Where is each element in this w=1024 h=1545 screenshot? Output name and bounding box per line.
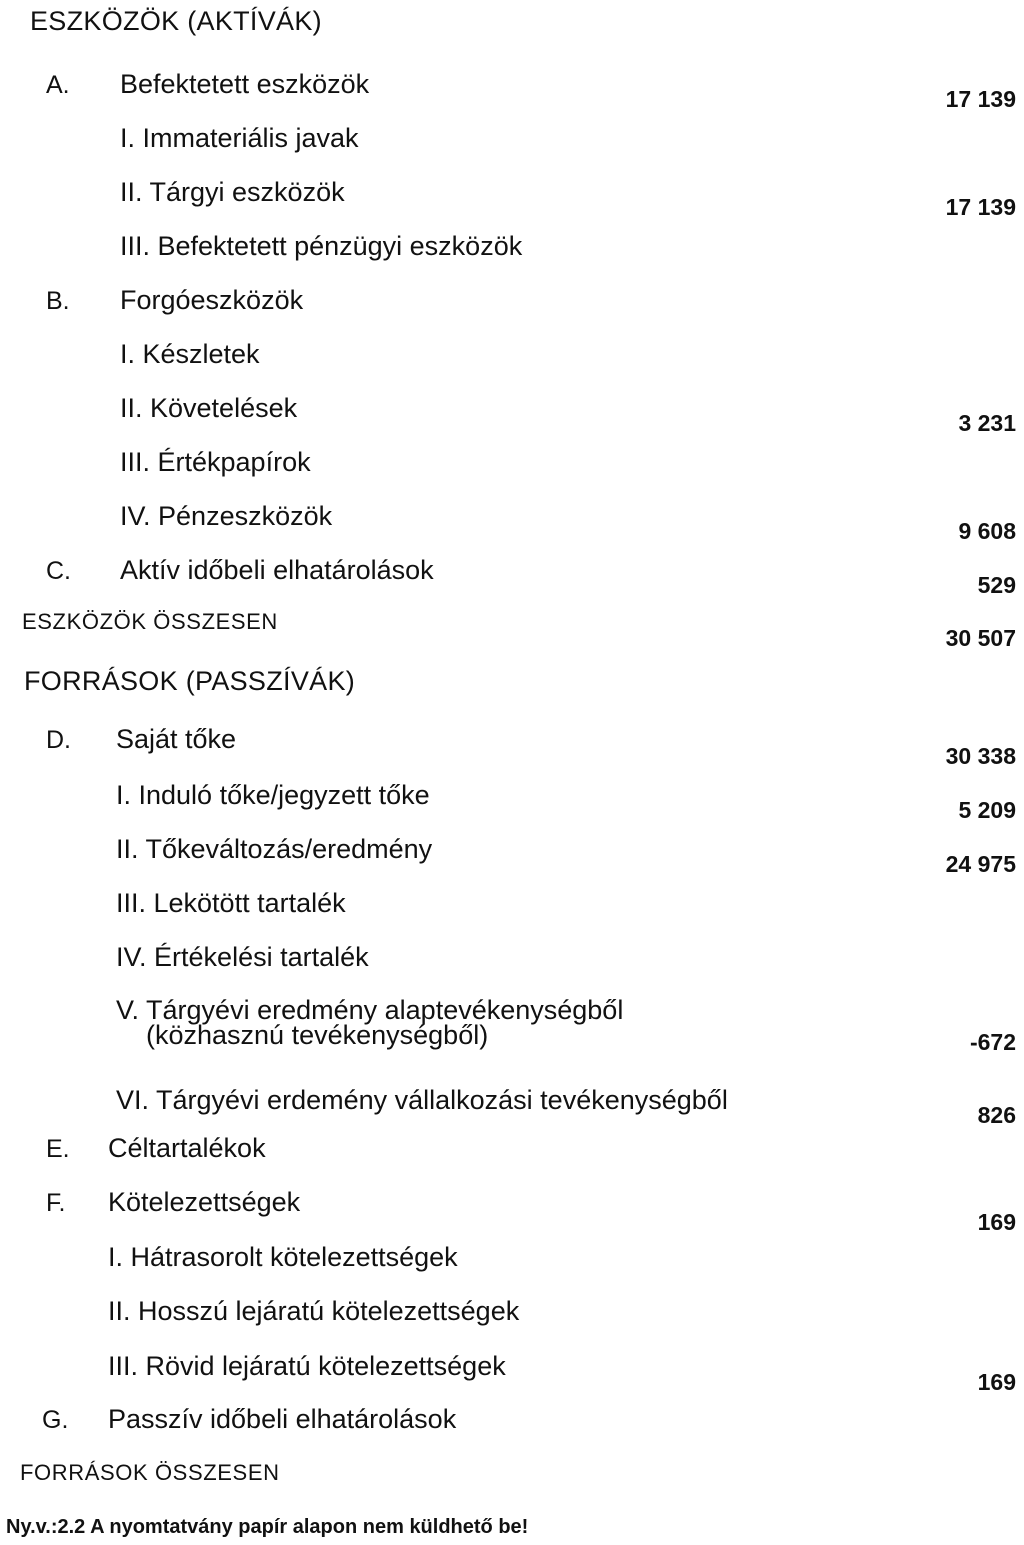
footer-note: Ny.v.:2.2 A nyomtatvány papír alapon nem küldhető be!: [6, 1516, 529, 1538]
row-d-label: Saját tőke: [116, 724, 237, 754]
row-a-label: Befektetett eszközök: [120, 69, 370, 99]
row-e-label: Céltartalékok: [108, 1133, 266, 1163]
row-d6-value: 826: [977, 1102, 1016, 1128]
row-f-label: Kötelezettségek: [108, 1187, 301, 1217]
row-a2-label: II. Tárgyi eszközök: [120, 177, 345, 207]
assets-total-label: ESZKÖZÖK ÖSSZESEN: [22, 609, 278, 634]
row-f1-label: I. Hátrasorolt kötelezettségek: [108, 1242, 458, 1272]
row-b2-label: II. Követelések: [120, 393, 298, 423]
row-f3-value: 169: [977, 1369, 1016, 1395]
row-a3-label: III. Befektetett pénzügyi eszközök: [120, 231, 523, 261]
row-d3-label: III. Lekötött tartalék: [116, 888, 346, 918]
row-d5-value: -672: [969, 1029, 1016, 1055]
row-g-label: Passzív időbeli elhatárolások: [108, 1404, 457, 1434]
row-a-letter: A.: [46, 71, 70, 99]
row-b-label: Forgóeszközök: [120, 285, 304, 315]
row-a-value: 17 139: [945, 86, 1016, 112]
row-c-letter: C.: [46, 557, 71, 585]
row-d2-label: II. Tőkeváltozás/eredmény: [116, 834, 433, 864]
row-d-letter: D.: [46, 726, 71, 754]
assets-total-value: 30 507: [945, 625, 1016, 651]
row-d-value: 30 338: [945, 743, 1016, 769]
row-b1-label: I. Készletek: [120, 339, 260, 369]
liabilities-total-label: FORRÁSOK ÖSSZESEN: [20, 1460, 280, 1485]
row-a1-label: I. Immateriális javak: [120, 123, 359, 153]
row-f3-label: III. Rövid lejáratú kötelezettségek: [108, 1351, 506, 1381]
row-d5-label-line1: V. Tárgyévi eredmény alaptevékenységből: [116, 995, 624, 1025]
row-a2-value: 17 139: [945, 194, 1016, 220]
assets-heading: ESZKÖZÖK (AKTÍVÁK): [30, 6, 322, 36]
row-d1-label: I. Induló tőke/jegyzett tőke: [116, 780, 430, 810]
row-c-label: Aktív időbeli elhatárolások: [120, 555, 434, 585]
row-b-letter: B.: [46, 287, 70, 315]
row-f-value: 169: [977, 1209, 1016, 1235]
row-d6-label: VI. Tárgyévi erdemény vállalkozási tevékenységből: [116, 1085, 728, 1115]
liabilities-heading: FORRÁSOK (PASSZÍVÁK): [24, 666, 356, 696]
row-f-letter: F.: [46, 1189, 66, 1217]
row-g-letter: G.: [42, 1406, 69, 1434]
row-d1-value: 5 209: [958, 797, 1016, 823]
row-e-letter: E.: [46, 1135, 70, 1163]
row-c-value: 529: [977, 572, 1016, 598]
row-b4-label: IV. Pénzeszközök: [120, 501, 333, 531]
row-b4-value: 9 608: [958, 518, 1016, 544]
row-b3-label: III. Értékpapírok: [120, 447, 311, 477]
row-d2-value: 24 975: [945, 851, 1016, 877]
row-f2-label: II. Hosszú lejáratú kötelezettségek: [108, 1296, 520, 1326]
row-d4-label: IV. Értékelési tartalék: [116, 942, 369, 972]
row-b2-value: 3 231: [958, 410, 1016, 436]
row-d5-label-line2: (közhasznú tevékenységből): [146, 1020, 489, 1050]
